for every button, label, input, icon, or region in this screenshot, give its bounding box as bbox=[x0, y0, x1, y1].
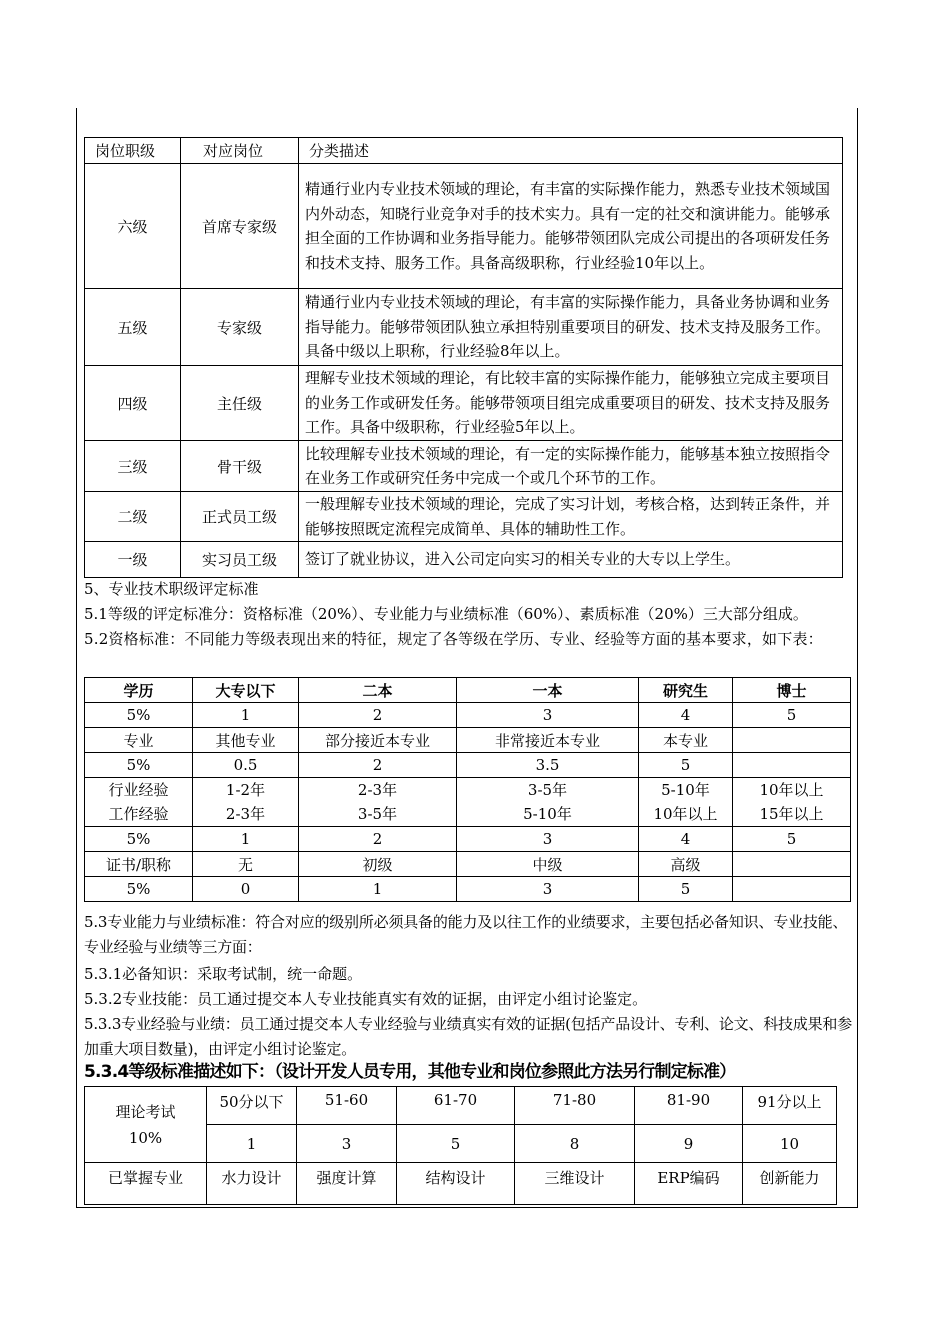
header-cell: 大专以下 bbox=[193, 678, 299, 703]
header-cell: 分类描述 bbox=[299, 138, 843, 164]
paragraph: 5.2资格标准：不同能力等级表现出来的特征，规定了各等级在学历、专业、经验等方面的基本要求，如下表： bbox=[84, 630, 823, 648]
table-cell: 5 bbox=[733, 827, 851, 852]
table-cell: 1 bbox=[193, 703, 299, 728]
table-cell: 2 bbox=[299, 703, 457, 728]
cell-line: 10年以上 bbox=[653, 805, 718, 823]
score-cell: 51-60 bbox=[297, 1087, 397, 1125]
point-cell: 3 bbox=[297, 1125, 397, 1163]
qualification-table bbox=[84, 677, 851, 902]
position-cell: 首席专家级 bbox=[181, 164, 299, 289]
table-cell: 专业 bbox=[85, 728, 193, 753]
point-cell: 5 bbox=[397, 1125, 515, 1163]
desc-cell: 一般理解专业技术领域的理论，完成了实习计划，考核合格，达到转正条件，并能够按照既定流程完成简单、具体的辅助性工作。 bbox=[299, 492, 843, 542]
skills-label-cell: 已掌握专业 bbox=[85, 1163, 207, 1205]
table-row bbox=[85, 492, 843, 542]
table-row bbox=[85, 877, 851, 902]
table-cell: 5 bbox=[639, 753, 733, 778]
section-heading: 5、专业技术职级评定标准 bbox=[84, 580, 259, 598]
level-table bbox=[84, 137, 843, 578]
table-row bbox=[85, 1087, 837, 1125]
table-row bbox=[85, 778, 851, 827]
skill-cell: 水力设计 bbox=[207, 1163, 297, 1205]
table-row bbox=[85, 852, 851, 877]
table-cell bbox=[457, 778, 639, 827]
theory-label: 理论考试 bbox=[115, 1102, 176, 1121]
table-row bbox=[85, 753, 851, 778]
table-row bbox=[85, 1163, 837, 1205]
cell-line: 10年以上 bbox=[759, 781, 824, 799]
position-cell: 主任级 bbox=[181, 366, 299, 441]
table-cell: 3 bbox=[457, 827, 639, 852]
skill-cell: ERP编码 bbox=[635, 1163, 743, 1205]
position-cell: 专家级 bbox=[181, 289, 299, 366]
score-cell: 61-70 bbox=[397, 1087, 515, 1125]
desc-cell: 签订了就业协议，进入公司定向实习的相关专业的大专以上学生。 bbox=[299, 542, 843, 578]
table-cell: 部分接近本专业 bbox=[299, 728, 457, 753]
table-cell: 3 bbox=[457, 703, 639, 728]
grade-table bbox=[84, 1086, 837, 1205]
level-table-header bbox=[85, 138, 843, 164]
score-cell: 91分以上 bbox=[743, 1087, 837, 1125]
level-cell: 二级 bbox=[85, 492, 181, 542]
header-cell: 一本 bbox=[457, 678, 639, 703]
paragraph: 5.1等级的评定标准分：资格标准（20%）、专业能力与业绩标准（60%）、素质标准（20%）三大部分组成。 bbox=[84, 605, 808, 623]
table-cell: 4 bbox=[639, 703, 733, 728]
level-cell: 五级 bbox=[85, 289, 181, 366]
desc-cell: 理解专业技术领域的理论，有比较丰富的实际操作能力，能够独立完成主要项目的业务工作或研发任务。能够带领项目组完成重要项目的研发、技术支持及服务工作。具备中级职称，行业经验5年以上。 bbox=[299, 366, 843, 441]
cell-line: 2-3年 bbox=[225, 805, 266, 823]
table-cell: 1 bbox=[193, 827, 299, 852]
desc-cell: 精通行业内专业技术领域的理论，有丰富的实际操作能力，具备业务协调和业务指导能力。能够带领团队独立承担特别重要项目的研发、技术支持及服务工作。具备中级以上职称，行业经验8年以上。 bbox=[299, 289, 843, 366]
table-cell: 3 bbox=[457, 877, 639, 902]
table-cell: 2 bbox=[299, 753, 457, 778]
position-cell: 正式员工级 bbox=[181, 492, 299, 542]
table-cell bbox=[733, 753, 851, 778]
position-cell: 骨干级 bbox=[181, 441, 299, 492]
point-cell: 1 bbox=[207, 1125, 297, 1163]
table-cell bbox=[639, 778, 733, 827]
table-cell: 0.5 bbox=[193, 753, 299, 778]
table-cell: 本专业 bbox=[639, 728, 733, 753]
skill-cell: 三维设计 bbox=[515, 1163, 635, 1205]
table-cell: 2 bbox=[299, 827, 457, 852]
skill-cell: 创新能力 bbox=[743, 1163, 837, 1205]
table-row bbox=[85, 728, 851, 753]
table-cell bbox=[733, 778, 851, 827]
table-cell: 5% bbox=[85, 827, 193, 852]
desc-cell: 精通行业内专业技术领域的理论，有丰富的实际操作能力，熟悉专业技术领域国内外动态，知晓行业竞争对手的技术实力。具有一定的社交和演讲能力。能够承担全面的工作协调和业务指导能力。能够带领团队完成公司提出的各项研发任务和技术支持、服务工作。具备高级职称，行业经验10年以上。 bbox=[299, 164, 843, 289]
point-cell: 10 bbox=[743, 1125, 837, 1163]
header-cell: 博士 bbox=[733, 678, 851, 703]
header-cell: 对应岗位 bbox=[181, 138, 299, 164]
table-row bbox=[85, 164, 843, 289]
score-cell: 50分以下 bbox=[207, 1087, 297, 1125]
table-cell: 0 bbox=[193, 877, 299, 902]
table-cell: 5% bbox=[85, 703, 193, 728]
table-cell: 5 bbox=[639, 877, 733, 902]
desc-cell: 比较理解专业技术领域的理论，有一定的实际操作能力，能够基本独立按照指令在业务工作或研究任务中完成一个或几个环节的工作。 bbox=[299, 441, 843, 492]
level-cell: 一级 bbox=[85, 542, 181, 578]
table-cell bbox=[733, 852, 851, 877]
cell-line: 1-2年 bbox=[225, 781, 266, 799]
table-cell: 无 bbox=[193, 852, 299, 877]
table-cell: 5% bbox=[85, 877, 193, 902]
cell-line: 3-5年 bbox=[527, 781, 568, 799]
table-cell: 其他专业 bbox=[193, 728, 299, 753]
skill-cell: 结构设计 bbox=[397, 1163, 515, 1205]
table-cell: 高级 bbox=[639, 852, 733, 877]
table-cell: 4 bbox=[639, 827, 733, 852]
score-cell: 71-80 bbox=[515, 1087, 635, 1125]
table-cell bbox=[733, 728, 851, 753]
cell-line: 5-10年 bbox=[661, 781, 710, 799]
paragraph: 5.3.4等级标准描述如下：（设计开发人员专用，其他专业和岗位参照此方法另行制定标准） bbox=[84, 1062, 736, 1082]
level-cell: 六级 bbox=[85, 164, 181, 289]
table-cell: 中级 bbox=[457, 852, 639, 877]
table-cell: 5% bbox=[85, 753, 193, 778]
paragraph: 5.3.1必备知识：采取考试制，统一命题。 bbox=[84, 965, 363, 983]
position-cell: 实习员工级 bbox=[181, 542, 299, 578]
table-cell: 初级 bbox=[299, 852, 457, 877]
header-cell: 岗位职级 bbox=[85, 138, 181, 164]
point-cell: 9 bbox=[635, 1125, 743, 1163]
table-row bbox=[85, 703, 851, 728]
cell-line: 行业经验 bbox=[108, 781, 169, 799]
table-cell: 3.5 bbox=[457, 753, 639, 778]
table-cell bbox=[85, 778, 193, 827]
table-cell: 5 bbox=[733, 703, 851, 728]
table-row bbox=[85, 827, 851, 852]
cell-line: 5-10年 bbox=[523, 805, 572, 823]
cell-line: 3-5年 bbox=[357, 805, 398, 823]
score-cell: 81-90 bbox=[635, 1087, 743, 1125]
table-cell bbox=[299, 778, 457, 827]
cell-line: 2-3年 bbox=[357, 781, 398, 799]
table-cell bbox=[733, 877, 851, 902]
cell-line: 15年以上 bbox=[759, 805, 824, 823]
paragraph: 5.3.3专业经验与业绩：员工通过提交本人专业经验与业绩真实有效的证据(包括产品设计、专利、论文、科技成果和参加重大项目数量)，由评定小组讨论鉴定。 bbox=[84, 1015, 853, 1058]
level-cell: 四级 bbox=[85, 366, 181, 441]
table-cell bbox=[193, 778, 299, 827]
table-row bbox=[85, 289, 843, 366]
skill-cell: 强度计算 bbox=[297, 1163, 397, 1205]
point-cell: 8 bbox=[515, 1125, 635, 1163]
table-cell: 证书/职称 bbox=[85, 852, 193, 877]
header-cell: 研究生 bbox=[639, 678, 733, 703]
header-cell: 学历 bbox=[85, 678, 193, 703]
table-header-row bbox=[85, 678, 851, 703]
level-cell: 三级 bbox=[85, 441, 181, 492]
paragraph: 5.3.2专业技能：员工通过提交本人专业技能真实有效的证据，由评定小组讨论鉴定。 bbox=[84, 990, 648, 1008]
theory-cell bbox=[85, 1087, 207, 1163]
table-cell: 1 bbox=[299, 877, 457, 902]
table-row bbox=[85, 366, 843, 441]
theory-pct: 10% bbox=[128, 1128, 163, 1147]
table-row bbox=[85, 542, 843, 578]
table-cell: 非常接近本专业 bbox=[457, 728, 639, 753]
table-row bbox=[85, 441, 843, 492]
cell-line: 工作经验 bbox=[108, 805, 169, 823]
paragraph: 5.3专业能力与业绩标准：符合对应的级别所必须具备的能力及以往工作的业绩要求，主要包括必备知识、专业技能、专业经验与业绩等三方面： bbox=[84, 913, 848, 956]
header-cell: 二本 bbox=[299, 678, 457, 703]
